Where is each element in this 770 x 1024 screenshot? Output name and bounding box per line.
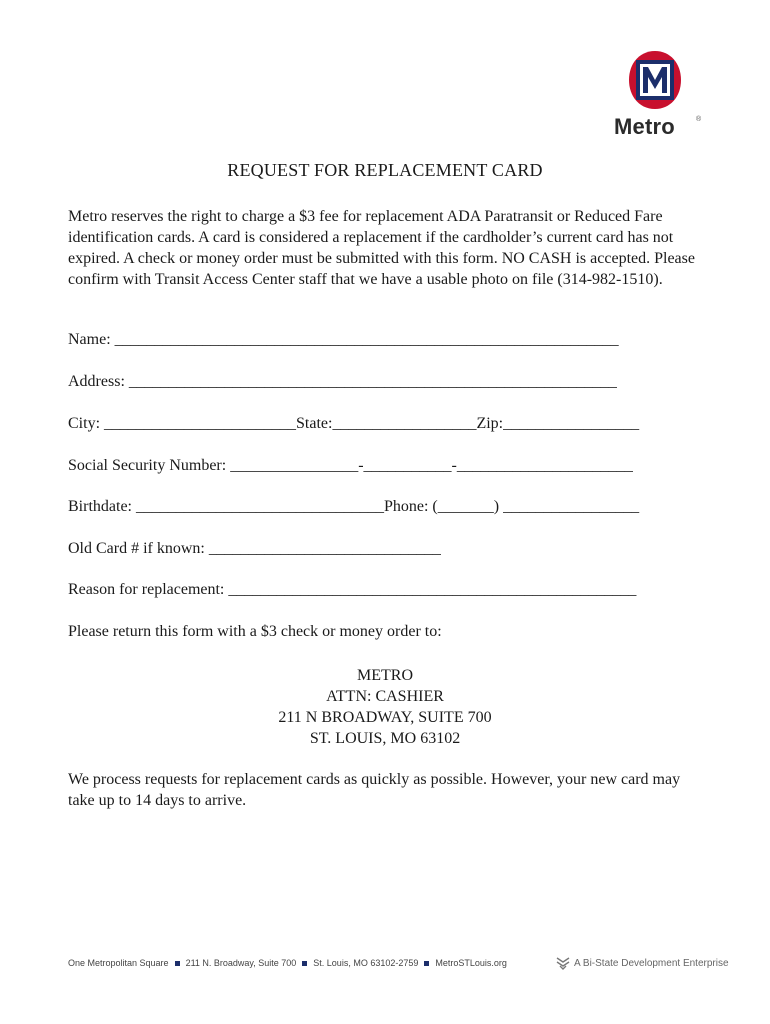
footer-item: 211 N. Broadway, Suite 700 [185, 958, 297, 968]
old-card-field[interactable]: Old Card # if known: _____________________________ [68, 540, 441, 557]
mailing-address [0, 665, 770, 749]
bullet-square-icon [302, 961, 307, 966]
birthdate-phone-field[interactable]: Birthdate: _______________________________Phone: (_______) _________________ [68, 498, 640, 515]
ssn-field[interactable]: Social Security Number: ________________-___________-______________________ [68, 457, 633, 474]
registered-mark: ® [696, 116, 702, 123]
metro-logo [612, 50, 704, 142]
bullet-square-icon [424, 961, 429, 966]
address-line-1: METRO [357, 667, 413, 684]
return-instructions: Please return this form with a $3 check or money order to: [68, 623, 442, 640]
bullet-square-icon [175, 961, 180, 966]
address-line-3: 211 N BROADWAY, SUITE 700 [278, 709, 492, 726]
footer-item: One Metropolitan Square [68, 958, 169, 968]
footer-address [68, 958, 507, 968]
name-field[interactable]: Name: _______________________________________________________________ [68, 331, 619, 348]
enterprise-text: A Bi-State Development Enterprise [574, 957, 729, 969]
closing-paragraph: We process requests for replacement cards as quickly as possible. However, your new card may take up to 14 days to arrive. [68, 771, 681, 809]
metro-wordmark: Metro [614, 114, 675, 139]
city-state-zip-field[interactable]: City: ________________________State:__________________Zip:_________________ [68, 415, 640, 432]
address-line-4: ST. LOUIS, MO 63102 [309, 730, 461, 747]
footer-website-link[interactable]: MetroSTLouis.org [435, 958, 507, 968]
reason-field[interactable]: Reason for replacement: ___________________________________________________ [68, 581, 637, 598]
address-field[interactable]: Address: _____________________________________________________________ [68, 373, 617, 390]
bi-state-logo-icon [556, 956, 570, 970]
metro-logo-icon [628, 50, 682, 110]
intro-paragraph: Metro reserves the right to charge a $3 fee for replacement ADA Paratransit or Reduced Fare identification cards. A card is considered a replacement if the cardholder’s current card has not expired. A check or money order must be submitted with this form. NO CASH is accepted. Please confirm with Transit Access Center staff that we have a usable photo on file (314-982-1510). [68, 208, 695, 288]
address-line-2: ATTN: CASHIER [326, 688, 444, 705]
page-title: REQUEST FOR REPLACEMENT CARD [227, 160, 543, 180]
footer-enterprise [556, 956, 729, 970]
footer-item: St. Louis, MO 63102-2759 [313, 958, 419, 968]
